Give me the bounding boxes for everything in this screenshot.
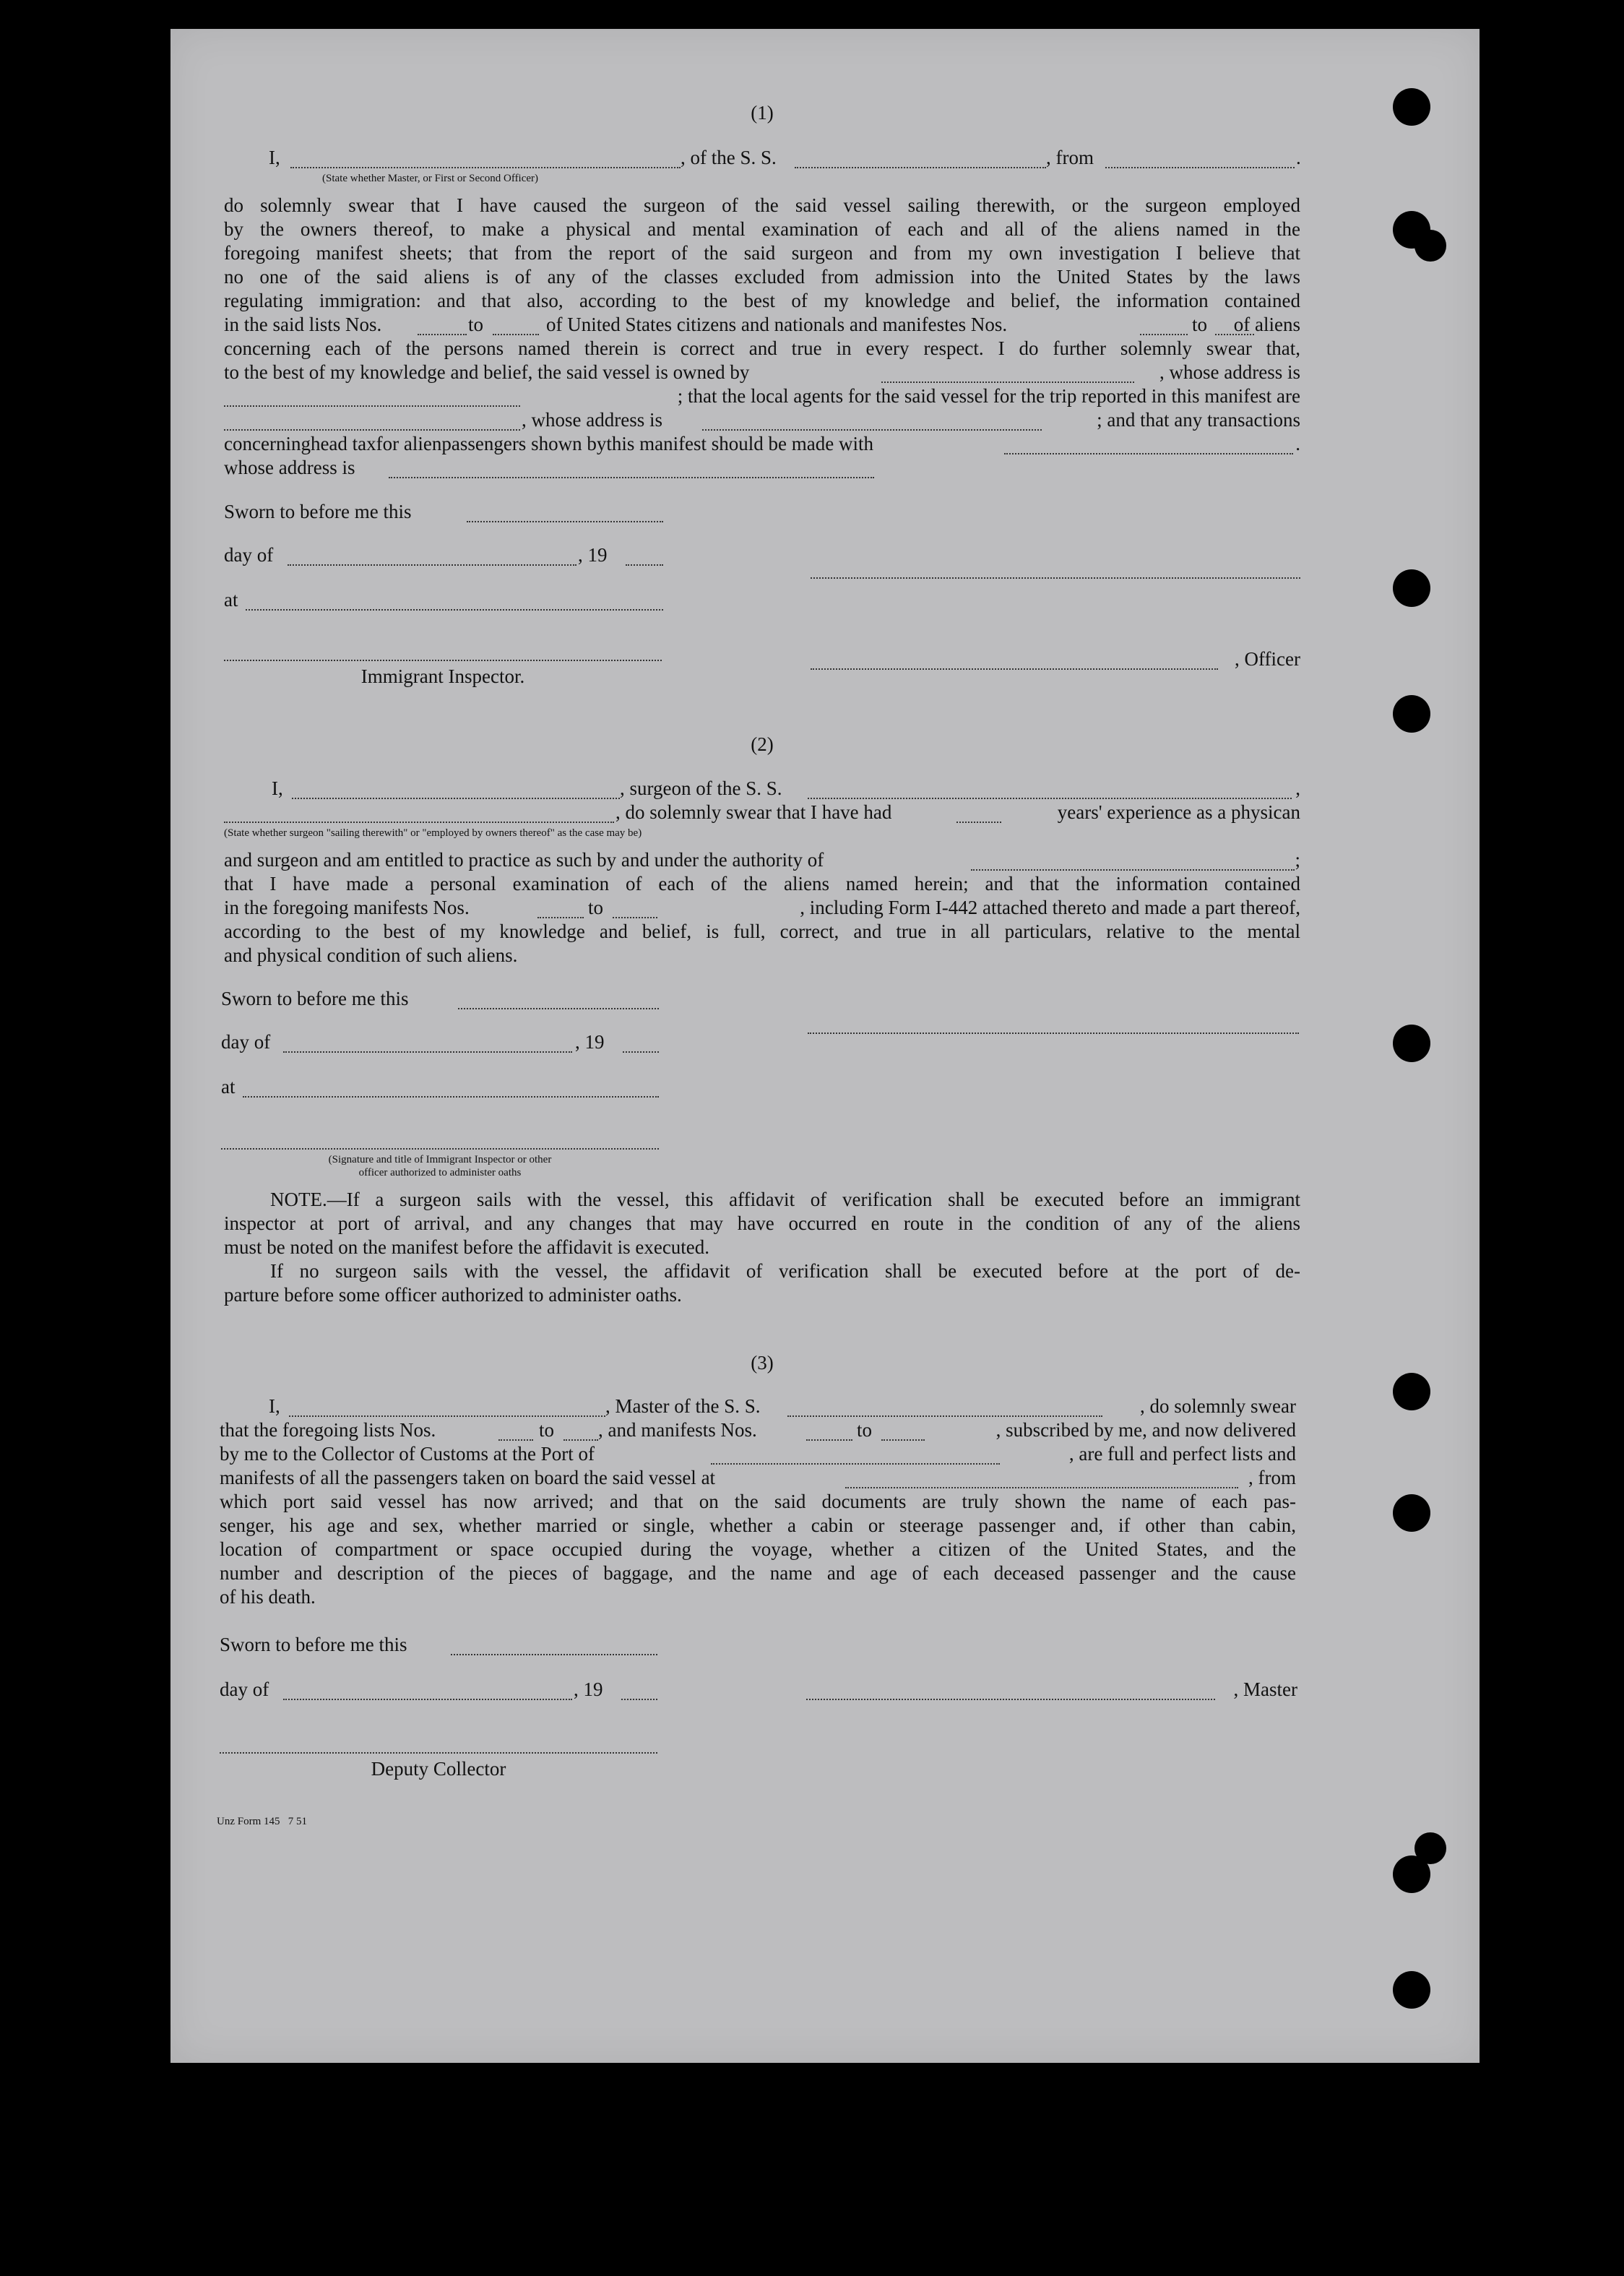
- oath-text-line: foregoing manifest sheets; that from the report of the said surgeon and from my own investigation I believe that: [224, 242, 1300, 264]
- section-number: (3): [751, 1352, 774, 1374]
- year-field[interactable]: [621, 1698, 657, 1700]
- oath-text-line: by the owners thereof, to make a physical and mental examination of each and all of the aliens named in the: [224, 218, 1300, 240]
- officer-signature-field[interactable]: [811, 668, 1218, 670]
- punch-hole: [1393, 1494, 1430, 1532]
- oath-text-line: according to the best of my knowledge and belief, is full, correct, and true in all particulars, relative to the mental: [224, 921, 1300, 942]
- list-to-field[interactable]: [563, 1439, 598, 1441]
- section-number: (1): [751, 102, 774, 124]
- year-field[interactable]: [623, 1051, 659, 1053]
- oath-text-line: that I have made a personal examination of each of the aliens named herein; and that the information contained: [224, 873, 1300, 895]
- form-id: Unz Form 145 7 51: [217, 1816, 307, 1827]
- surgeon-status-field[interactable]: [224, 821, 614, 823]
- oath-text-line: senger, his age and sex, whether married or single, whether a cabin or steerage passenger and, if other than cabin,: [220, 1514, 1296, 1536]
- surgeon-vessel-field[interactable]: [808, 797, 1292, 799]
- embark-port-field[interactable]: [845, 1486, 1238, 1488]
- sworn-date-field[interactable]: [451, 1653, 657, 1655]
- manifest-from-field[interactable]: [806, 1439, 852, 1441]
- day-field[interactable]: [283, 1698, 572, 1700]
- surgeon-signature-line[interactable]: [808, 1032, 1299, 1034]
- manifest-to-field[interactable]: [881, 1439, 925, 1441]
- agents-address-field[interactable]: [702, 428, 1042, 431]
- note-paragraph: [224, 1188, 1300, 1307]
- list-from-field[interactable]: [418, 333, 467, 335]
- head-tax-party-field[interactable]: [1004, 452, 1293, 454]
- oath-text-line: number and description of the pieces of baggage, and the name and age of each deceased passenger and the cause: [220, 1562, 1296, 1584]
- punch-hole: [1393, 1373, 1430, 1410]
- inspector-signature-line[interactable]: [224, 659, 662, 661]
- oath-text-line: location of compartment or space occupied during the voyage, whether a citizen of the United States, and the: [220, 1538, 1296, 1560]
- oath-paragraph-3: [220, 1490, 1296, 1609]
- manifest-from-field[interactable]: [1140, 333, 1188, 335]
- manifest-from-field[interactable]: [537, 916, 584, 918]
- manifest-to-field[interactable]: [613, 916, 657, 918]
- master-name-field[interactable]: [289, 1415, 605, 1417]
- note-text-line: If no surgeon sails with the vessel, the affidavit of verification shall be executed before at the port of de-: [270, 1260, 1300, 1282]
- owner-field[interactable]: [881, 381, 1134, 383]
- years-field[interactable]: [956, 821, 1001, 823]
- oath-text-line: concerning each of the persons named therein is correct and true in every respect. I do further solemnly swear that,: [224, 337, 1300, 359]
- name-field[interactable]: [290, 166, 681, 168]
- sworn-line: Sworn to before me this: [221, 987, 1297, 1011]
- field-note: (State whether surgeon "sailing therewith" or "employed by owners thereof" as the case may be): [224, 827, 642, 839]
- oath-text-line: of his death.: [220, 1586, 316, 1608]
- note-text-line: inspector at port of arrival, and any changes that may have occurred en route in the condition of any of the aliens: [224, 1212, 1300, 1234]
- at-field[interactable]: [243, 1095, 659, 1098]
- vessel-name-field[interactable]: [795, 166, 1046, 168]
- inspector-label: Immigrant Inspector.: [360, 665, 525, 687]
- surgeon-name-field[interactable]: [292, 797, 620, 799]
- collector-label: Deputy Collector: [371, 1758, 506, 1780]
- oath-text-line: do solemnly swear that I have caused the surgeon of the said vessel sailing therewith, or the surgeon employed: [224, 194, 1300, 216]
- sworn-date-field[interactable]: [458, 1007, 659, 1009]
- year-field[interactable]: [626, 564, 663, 566]
- punch-hole: [1393, 1971, 1430, 2009]
- oath-text-line: which port said vessel has now arrived; and that on the said documents are truly shown the name of each pas-: [220, 1491, 1296, 1512]
- owner-address-field[interactable]: [224, 405, 520, 407]
- collector-signature-line[interactable]: [220, 1751, 657, 1754]
- signature-note: (Signature and title of Immigrant Inspector or other officer authorized to administer oaths: [328, 1154, 552, 1178]
- note-text-line: NOTE.—If a surgeon sails with the vessel, this affidavit of verification shall be executed before an immigrant: [270, 1189, 1300, 1210]
- signature-line[interactable]: [811, 577, 1300, 579]
- master-vessel-field[interactable]: [787, 1415, 1102, 1417]
- sworn-line: Sworn to before me this: [220, 1633, 1296, 1657]
- port-field[interactable]: [711, 1462, 1000, 1465]
- day-field[interactable]: [288, 564, 576, 566]
- master-signature-field[interactable]: [806, 1698, 1215, 1700]
- day-field[interactable]: [283, 1051, 572, 1053]
- from-field[interactable]: [1105, 166, 1295, 168]
- sworn-date-field[interactable]: [467, 520, 663, 522]
- at-field[interactable]: [246, 608, 663, 611]
- agents-field[interactable]: [224, 428, 520, 431]
- list-to-field[interactable]: [493, 333, 539, 335]
- head-tax-address-field[interactable]: [389, 476, 874, 478]
- punch-hole: [1393, 569, 1430, 607]
- inspector-signature-line[interactable]: [221, 1147, 659, 1150]
- oath-text-line: regulating immigration: and that also, according to the best of my knowledge and belief, the information contained: [224, 290, 1300, 311]
- punch-hole: [1393, 88, 1430, 126]
- note-text-line: must be noted on the manifest before the affidavit is executed.: [224, 1236, 710, 1258]
- list-from-field[interactable]: [498, 1439, 533, 1441]
- punch-hole: [1414, 1832, 1446, 1864]
- sworn-line: Sworn to before me this: [224, 500, 1300, 524]
- punch-hole: [1414, 230, 1446, 262]
- punch-hole: [1393, 1025, 1430, 1062]
- oath-text-line: and physical condition of such aliens.: [224, 944, 518, 966]
- oath-paragraph-1: [224, 194, 1300, 313]
- section-number: (2): [751, 733, 774, 755]
- note-text-line: parture before some officer authorized to administer oaths.: [224, 1284, 682, 1306]
- punch-hole: [1393, 695, 1430, 733]
- field-note: (State whether Master, or First or Second Officer): [322, 173, 539, 184]
- oath-text-line: no one of the said aliens is of any of the classes excluded from admission into the United States by the laws: [224, 266, 1300, 288]
- authority-field[interactable]: [971, 868, 1295, 871]
